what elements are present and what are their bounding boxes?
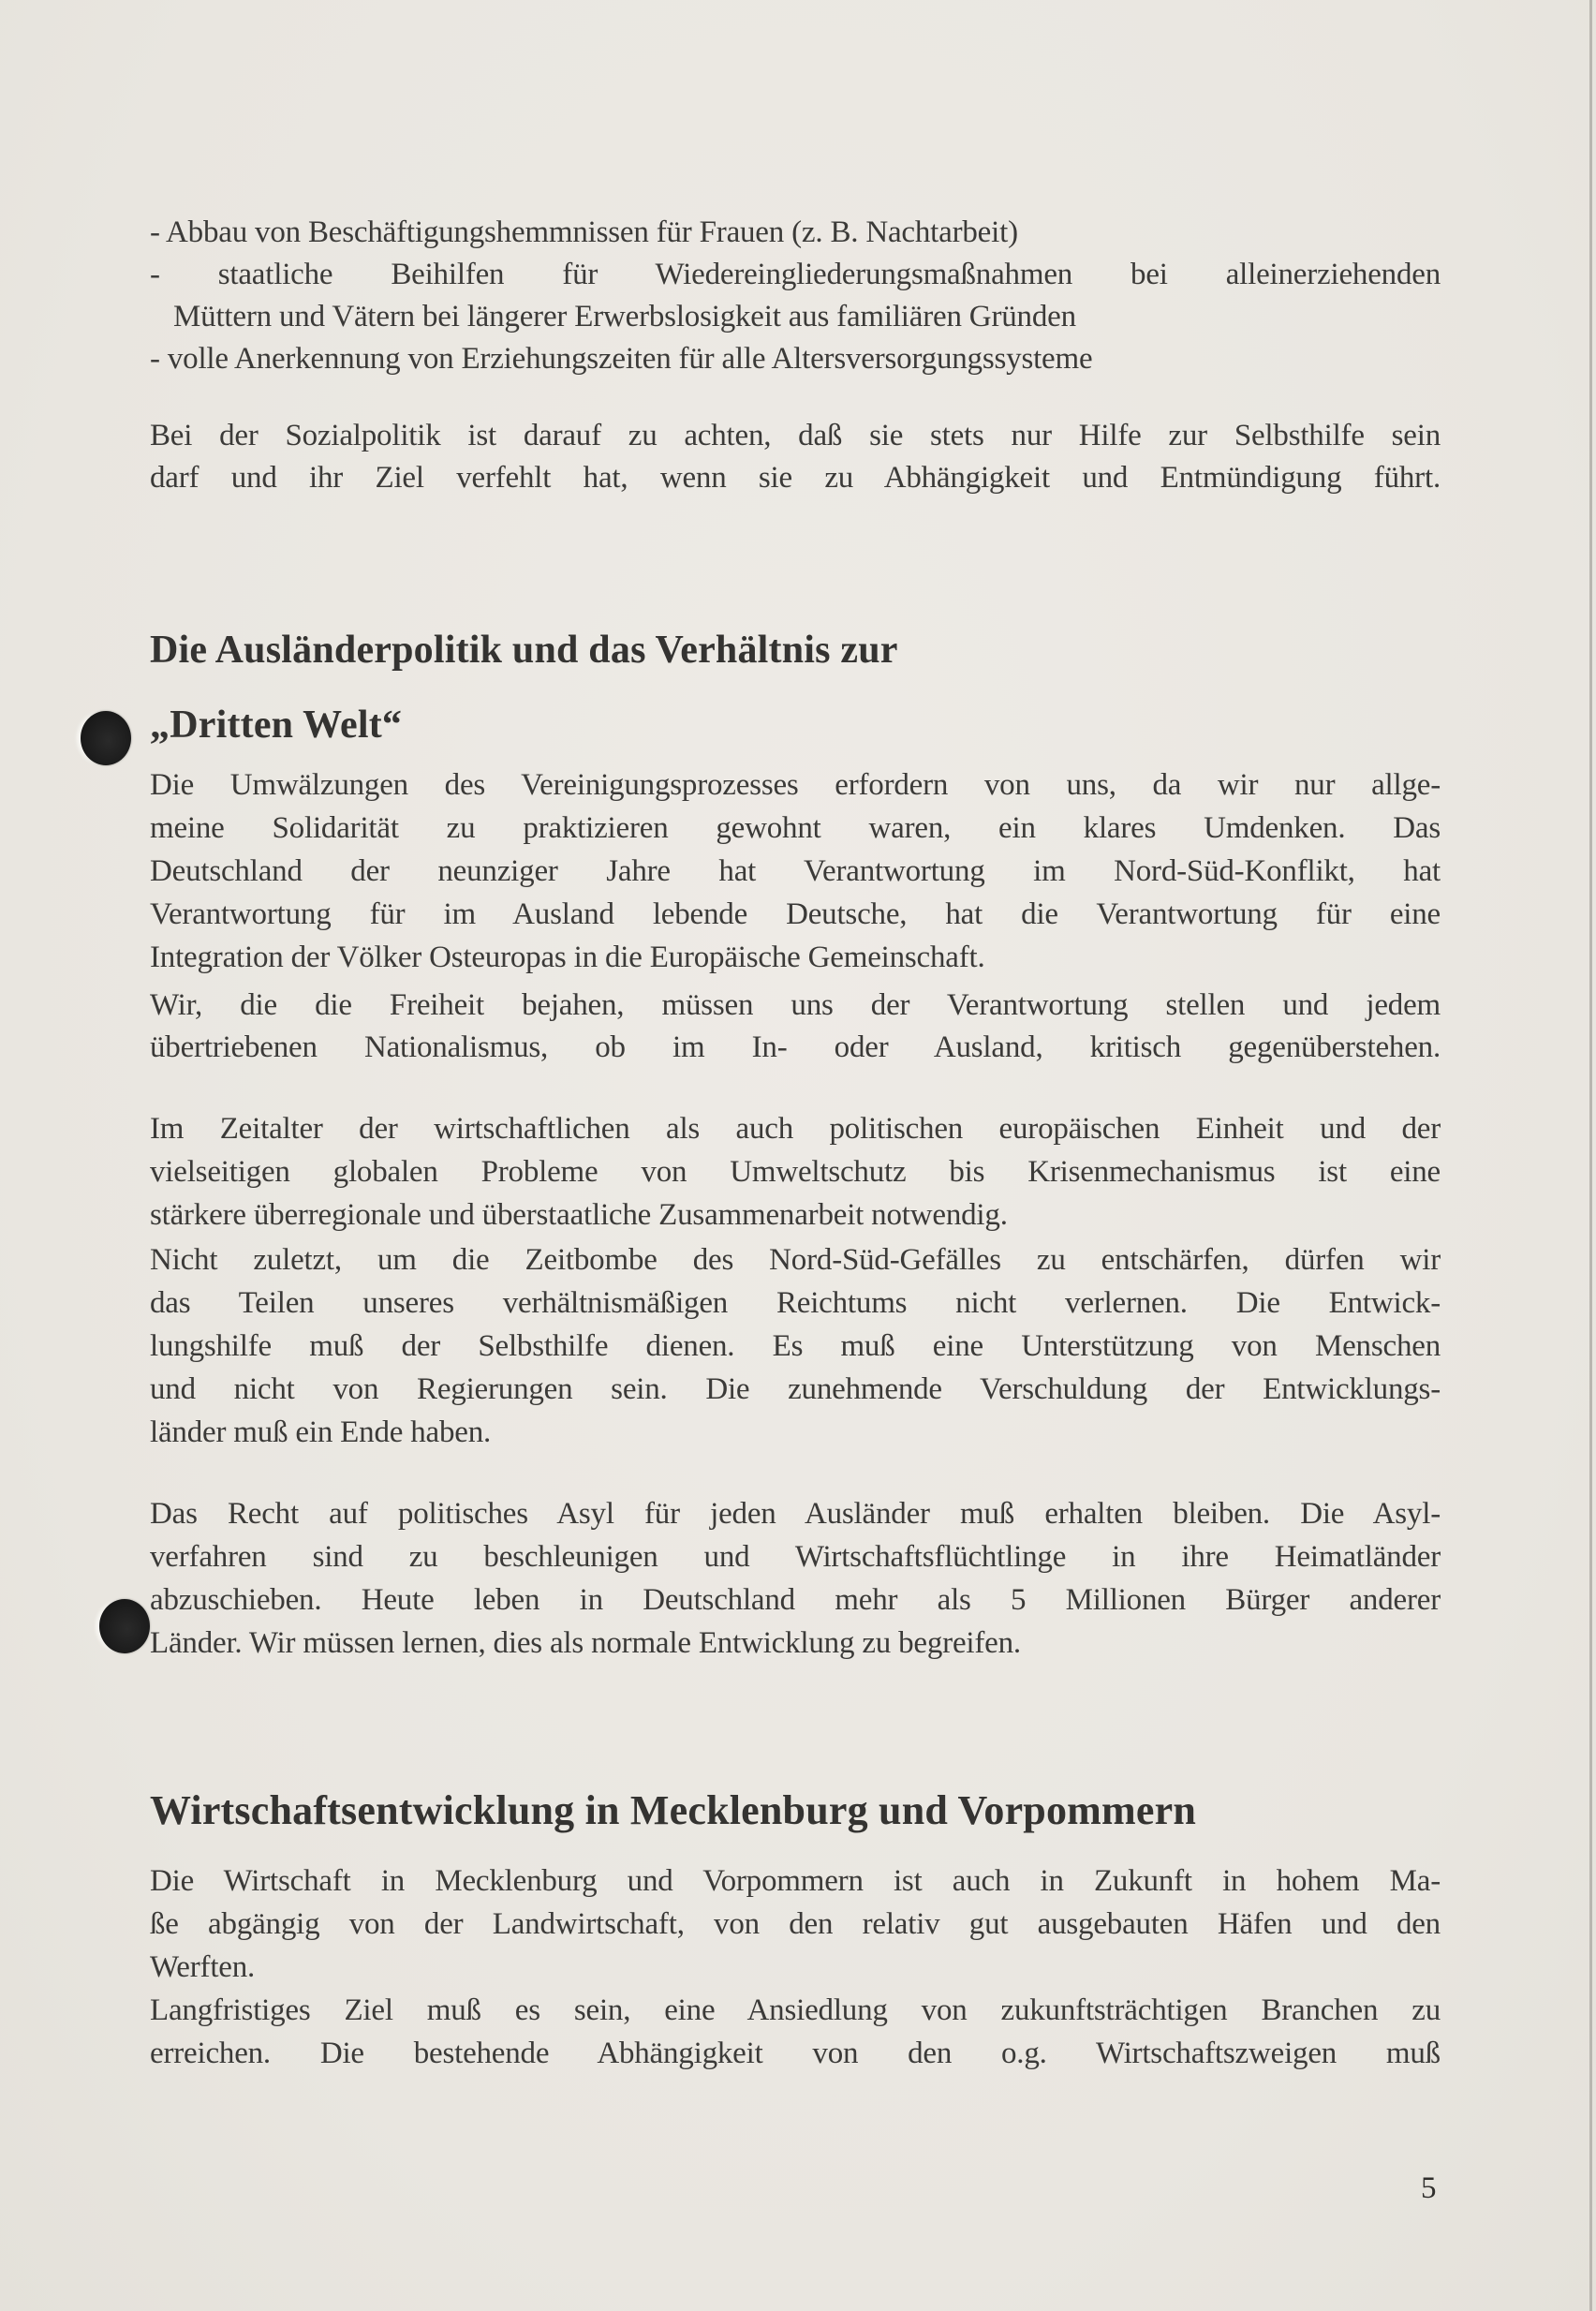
text-line: Die Umwälzungen des Vereinigungsprozesses erfordern von uns, da wir nur allge- xyxy=(150,768,1441,802)
page-edge xyxy=(1589,0,1592,2311)
text-line: Integration der Völker Osteuropas in die Europäische Gemeinschaft. xyxy=(150,941,985,974)
punch-hole-top xyxy=(81,711,131,765)
text-line: übertriebenen Nationalismus, ob im In- oder Ausland, kritisch gegenüberstehen. xyxy=(150,1030,1441,1064)
text-line: verfahren sind zu beschleunigen und Wirtschaftsflüchtlinge in ihre Heimatländer xyxy=(150,1540,1441,1574)
text-line: abzuschieben. Heute leben in Deutschland mehr als 5 Millionen Bürger anderer xyxy=(150,1583,1441,1617)
text-line: meine Solidarität zu praktizieren gewohnt waren, ein klares Umdenken. Das xyxy=(150,811,1441,845)
text-line: Verantwortung für im Ausland lebende Deutsche, hat die Verantwortung für eine xyxy=(150,897,1441,931)
text-line: Bei der Sozialpolitik ist darauf zu achten, daß sie stets nur Hilfe zur Selbsthilfe sein xyxy=(150,419,1441,452)
text-line: und nicht von Regierungen sein. Die zunehmende Verschuldung der Entwicklungs- xyxy=(150,1372,1441,1406)
text-line: ße abgängig von der Landwirtschaft, von den relativ gut ausgebauten Häfen und den xyxy=(150,1907,1441,1941)
text-line: Das Recht auf politisches Asyl für jeden Ausländer muß erhalten bleiben. Die Asyl- xyxy=(150,1497,1441,1531)
text-line: Langfristiges Ziel muß es sein, eine Ansiedlung von zukunftsträchtigen Branchen zu xyxy=(150,1993,1441,2027)
punch-hole-bottom xyxy=(99,1599,150,1653)
text-line: Nicht zuletzt, um die Zeitbombe des Nord-Süd-Gefälles zu entschärfen, dürfen wir xyxy=(150,1243,1441,1277)
text-line: Wir, die die Freiheit bejahen, müssen uns der Verantwortung stellen und jedem xyxy=(150,988,1441,1022)
section-heading-wirtschaftsentwicklung: Wirtschaftsentwicklung in Mecklenburg und Vorpommern xyxy=(150,1787,1197,1833)
text-line: das Teilen unseres verhältnismäßigen Reichtums nicht verlernen. Die Entwick- xyxy=(150,1286,1441,1320)
text-line: vielseitigen globalen Probleme von Umweltschutz bis Krisenmechanismus ist eine xyxy=(150,1155,1441,1189)
text-line: Deutschland der neunziger Jahre hat Verantwortung im Nord-Süd-Konflikt, hat xyxy=(150,854,1441,888)
text-line: Werften. xyxy=(150,1950,256,1984)
section-heading-dritte-welt: „Dritten Welt“ xyxy=(150,704,403,747)
bullet-item: - Abbau von Beschäftigungshemmnissen für Frauen (z. B. Nachtarbeit) xyxy=(150,215,1018,249)
page-number: 5 xyxy=(1421,2171,1437,2205)
text-line: lungshilfe muß der Selbsthilfe dienen. Es muß eine Unterstützung von Menschen xyxy=(150,1329,1441,1363)
text-line: erreichen. Die bestehende Abhängigkeit von den o.g. Wirtschaftszweigen muß xyxy=(150,2037,1441,2070)
section-heading-auslaenderpolitik: Die Ausländerpolitik und das Verhältnis zur xyxy=(150,629,898,672)
text-line: Länder. Wir müssen lernen, dies als normale Entwicklung zu begreifen. xyxy=(150,1626,1021,1660)
text-line: stärkere überregionale und überstaatliche Zusammenarbeit notwendig. xyxy=(150,1198,1008,1232)
text-line: Im Zeitalter der wirtschaftlichen als auch politischen europäischen Einheit und der xyxy=(150,1112,1441,1146)
text-line: darf und ihr Ziel verfehlt hat, wenn sie zu Abhängigkeit und Entmündigung führt. xyxy=(150,461,1441,495)
text-line: länder muß ein Ende haben. xyxy=(150,1415,492,1449)
bullet-item: - staatliche Beihilfen für Wiedereingliederungsmaßnahmen bei alleinerziehenden xyxy=(150,258,1441,291)
bullet-item-continuation: Müttern und Vätern bei längerer Erwerbslosigkeit aus familiären Gründen xyxy=(173,300,1076,333)
bullet-item: - volle Anerkennung von Erziehungszeiten für alle Altersversorgungssysteme xyxy=(150,342,1093,376)
text-line: Die Wirtschaft in Mecklenburg und Vorpommern ist auch in Zukunft in hohem Ma- xyxy=(150,1864,1441,1898)
